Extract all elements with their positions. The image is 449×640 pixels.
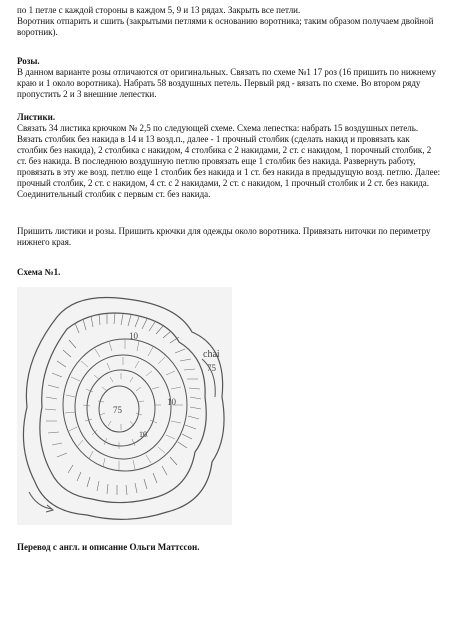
crochet-rose-diagram xyxy=(17,287,232,525)
scheme-heading: Схема №1. xyxy=(17,267,61,277)
label-mid: 10 xyxy=(139,430,147,439)
label-75-center: 75 xyxy=(113,405,122,415)
intro-line-2: Воротник отпарить и сшить (закрытыми петлями к основанию воротника; таким образом получаем двойной воротник). xyxy=(17,16,434,37)
intro-line-1: по 1 петле с каждой стороны в каждом 5, 9 и 13 рядах. Закрыть все петли. xyxy=(17,5,301,15)
leaves-text: Связать 34 листика крючком № 2,5 по следующей схеме. Схема лепестка: набрать 15 воздушных петель. Вязать столбик без накида в 14 и 13 возд.п., далее - 1 прочный столбик (сделать накид и провязать как столбик без накида), 2 столбика с накидом, 4 столбика с 2 накидами, 2 ст. с накидом, 1 порочный столбик, 2 ст. без накида. В последнюю воздушную петлю провязать еще 1 столбик без накида. Развернуть работу, провязать в эту же возд. петлю еще 1 столбик без накида и 1 ст. без накида в предыдущую возд. петлю. Далее: прочный столбик, 2 ст. с накидом, 4 ст. с 2 накидами, 2 ст. с накидом, 1 прочный столбик и 2 ст. без накида. Соединительный столбик с первым ст. без накида. xyxy=(17,123,441,199)
leaves-section xyxy=(17,112,441,200)
intro-section xyxy=(17,5,441,38)
attach-text: Пришить листики и розы. Пришить крючки для одежды около воротника. Привязать ниточки по периметру нижнего края. xyxy=(17,226,431,247)
roses-heading: Розы. xyxy=(17,56,40,66)
roses-text: В данном варианте розы отличаются от оригинальных. Связать по схеме №1 17 роз (16 пришить по нижнему краю и 1 около воротника). Набрать 58 воздушных петель. Первый ряд - вязать по схеме. Во втором ряду пропустить 2 и 3 внешние лепестки. xyxy=(17,67,436,99)
label-10-right: 10 xyxy=(167,397,176,407)
credit-section xyxy=(17,542,441,553)
label-75-outer: 75 xyxy=(207,363,216,373)
roses-section xyxy=(17,56,441,100)
attach-section xyxy=(17,226,441,248)
label-chain: chai xyxy=(203,349,220,360)
label-10-top: 10 xyxy=(129,331,138,341)
credit-text: Перевод с англ. и описание Ольги Маттссон. xyxy=(17,542,200,552)
diagram-background xyxy=(17,287,232,525)
crochet-rose-svg xyxy=(17,287,232,525)
leaves-heading: Листики. xyxy=(17,112,56,122)
scheme-section xyxy=(17,267,441,278)
